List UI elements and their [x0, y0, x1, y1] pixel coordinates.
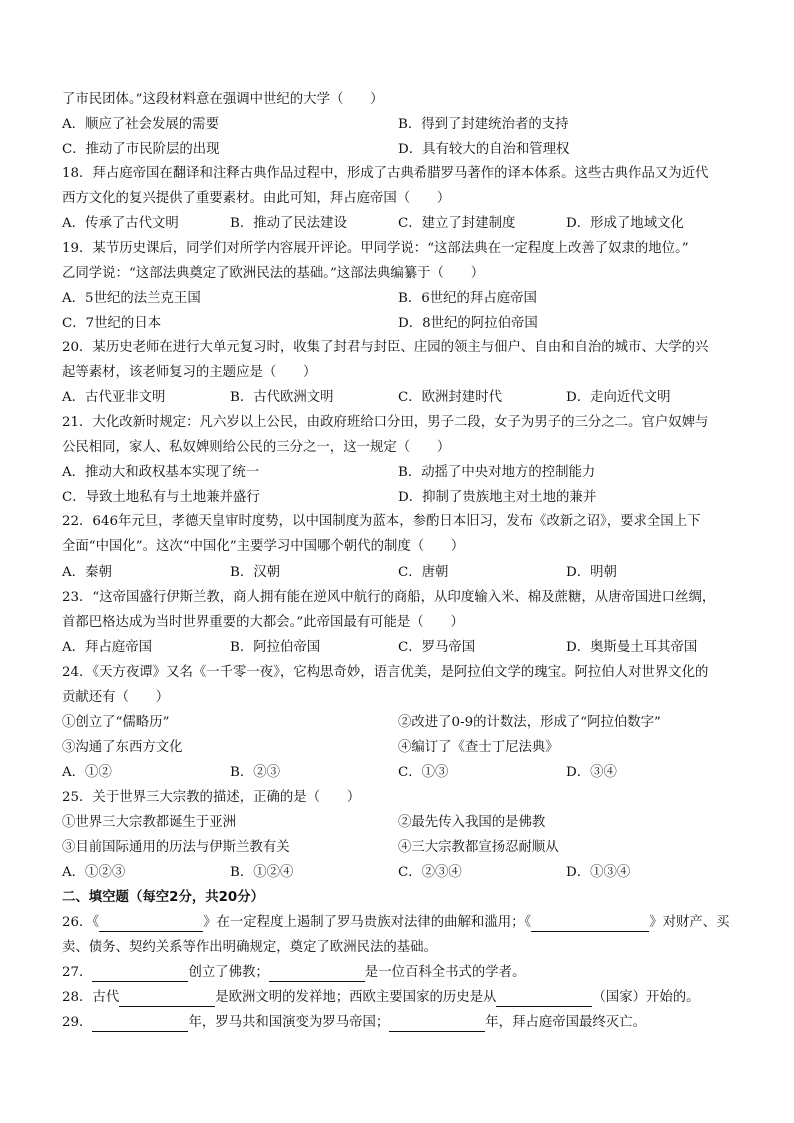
- question-26-line-2: 卖、债务、契约关系等作出明确规定，奠定了欧洲民法的基础。: [62, 940, 437, 955]
- question-21-stem-2: 公民相同，家人、私奴婢则给公民的三分之一，这一规定（ ）: [62, 440, 451, 455]
- q20-option-c: C．欧洲封建时代: [398, 390, 502, 405]
- q21-option-d: D．抑制了贵族地主对土地的兼并: [398, 490, 597, 505]
- q20-option-b: B．古代欧洲文明: [230, 390, 334, 405]
- q29-text-3: 年，拜占庭帝国最终灭亡。: [485, 1015, 646, 1030]
- q27-text-3: 是一位百科全书式的学者。: [364, 965, 526, 980]
- q26-text-2: 》在一定程度上遏制了罗马贵族对法律的曲解和滥用；《: [203, 915, 532, 930]
- q20-option-a: A．古代亚非文明: [62, 390, 166, 405]
- q29-text-2: 年，罗马共和国演变为罗马帝国；: [188, 1015, 390, 1030]
- question-23-stem-1: 23．“这帝国盛行伊斯兰教，商人拥有能在逆风中航行的商船，从印度输入米、棉及蔗糖，从唐帝国进口丝绸，: [62, 590, 716, 605]
- question-17-stem-tail: 了市民团体。”这段材料意在强调中世纪的大学（ ）: [62, 92, 384, 107]
- q27-blank-1[interactable]: [92, 966, 188, 982]
- question-26-line-1: [62, 914, 730, 932]
- q24-option-a: A．①②: [62, 765, 112, 780]
- q29-blank-1[interactable]: [92, 1016, 188, 1032]
- q28-text-3: （国家）开始的。: [592, 990, 700, 1005]
- q27-text-2: 创立了佛教；: [188, 965, 269, 980]
- question-28-line: [62, 989, 700, 1007]
- q25-statement-2: ②最先传入我国的是佛教: [398, 815, 546, 830]
- q27-text-1: 27．: [62, 965, 93, 980]
- q17-option-c: C．推动了市民阶层的出现: [62, 142, 220, 157]
- q21-option-a: A．推动大和政权基本实现了统一: [62, 465, 260, 480]
- q23-option-d: D．奥斯曼土耳其帝国: [566, 640, 698, 655]
- q25-option-d: D．①③④: [566, 865, 631, 880]
- q29-text-1: 29．: [62, 1015, 93, 1030]
- q26-text-1: 26．《: [62, 915, 100, 930]
- q22-option-d: D．明朝: [566, 565, 617, 580]
- q26-blank-1[interactable]: [99, 916, 203, 932]
- q24-option-c: C．①③: [398, 765, 449, 780]
- question-24-stem-1: 24．《天方夜谭》又名《一千零一夜》，它构思奇妙，语言优美，是阿拉伯文学的瑰宝。阿拉伯人对世界文化的: [62, 665, 709, 680]
- question-20-stem-2: 起等素材，该老师复习的主题应是（ ）: [62, 365, 317, 380]
- q25-option-b: B．①②④: [230, 865, 294, 880]
- q18-option-d: D．形成了地域文化: [566, 216, 684, 231]
- q17-option-d: D．具有较大的自治和管理权: [398, 142, 570, 157]
- question-18-stem-1: 18．拜占庭帝国在翻译和注释古典作品过程中，形成了古典希腊罗马著作的译本体系。这些古典作品又为近代: [62, 166, 709, 181]
- q23-option-b: B．阿拉伯帝国: [230, 640, 321, 655]
- q28-text-2: 是欧洲文明的发祥地；西欧主要国家的历史是从: [215, 990, 497, 1005]
- question-19-stem-2: 乙同学说：“这部法典奠定了欧洲民法的基础。”这部法典编纂于（ ）: [62, 266, 485, 281]
- q19-option-d: D．8世纪的阿拉伯帝国: [398, 316, 538, 331]
- q24-option-d: D．③④: [566, 765, 617, 780]
- q24-statement-2: ②改进了0-9的计数法，形成了“阿拉伯数字”: [398, 715, 661, 730]
- q26-blank-2[interactable]: [531, 916, 649, 932]
- q28-blank-1[interactable]: [119, 991, 215, 1007]
- q28-blank-2[interactable]: [496, 991, 592, 1007]
- q20-option-d: D．走向近代文明: [566, 390, 671, 405]
- q27-blank-2[interactable]: [269, 966, 365, 982]
- q19-option-c: C．7世纪的日本: [62, 316, 162, 331]
- question-18-stem-2: 西方文化的复兴提供了重要素材。由此可知，拜占庭帝国（ ）: [62, 191, 451, 206]
- q25-option-c: C．②③④: [398, 865, 462, 880]
- q24-statement-1: ①创立了“儒略历”: [62, 715, 170, 730]
- q25-statement-1: ①世界三大宗教都诞生于亚洲: [62, 815, 237, 830]
- q28-text-1: 28．古代: [62, 990, 120, 1005]
- q25-statement-3: ③目前国际通用的历法与伊斯兰教有关: [62, 840, 290, 855]
- q26-text-3: 》对财产、买: [649, 915, 730, 930]
- question-23-stem-2: 首都巴格达成为当时世界重要的大都会。”此帝国最有可能是（ ）: [62, 615, 464, 630]
- question-19-stem-1: 19．某节历史课后，同学们对所学内容展开评论。甲同学说：“这部法典在一定程度上改善了奴隶的地位。”: [62, 241, 689, 256]
- q17-option-a: A．顺应了社会发展的需要: [62, 117, 219, 132]
- question-20-stem-1: 20．某历史老师在进行大单元复习时，收集了封君与封臣、庄园的领主与佃户、自由和自治的城市、大学的兴: [62, 340, 709, 355]
- q24-statement-4: ④编订了《查士丁尼法典》: [398, 740, 559, 755]
- q25-statement-4: ④三大宗教都宣扬忍耐顺从: [398, 840, 559, 855]
- q18-option-c: C．建立了封建制度: [398, 216, 516, 231]
- q18-option-b: B．推动了民法建设: [230, 216, 347, 231]
- question-24-stem-2: 贡献还有（ ）: [62, 690, 170, 705]
- question-29-line: [62, 1014, 646, 1032]
- q21-option-b: B．动摇了中央对地方的控制能力: [398, 465, 596, 480]
- q22-option-a: A．秦朝: [62, 565, 112, 580]
- q29-blank-2[interactable]: [389, 1016, 485, 1032]
- section-2-heading: 二、填空题（每空2分，共20分）: [62, 890, 265, 905]
- q23-option-c: C．罗马帝国: [398, 640, 476, 655]
- question-21-stem-1: 21．大化改新时规定：凡六岁以上公民，由政府班给口分田，男子二段，女子为男子的三分之二。官户奴婢与: [62, 415, 709, 430]
- question-22-stem-1: 22．646年元旦，孝德天皇审时度势，以中国制度为蓝本，参酌日本旧习，发布《改新之诏》，要求全国上下: [62, 514, 701, 529]
- question-27-line: [62, 964, 525, 982]
- q22-option-c: C．唐朝: [398, 565, 449, 580]
- q25-option-a: A．①②③: [62, 865, 126, 880]
- question-22-stem-2: 全面“中国化”。这次“中国化”主要学习中国哪个朝代的制度（ ）: [62, 539, 465, 554]
- q24-option-b: B．②③: [230, 765, 281, 780]
- question-25-stem: 25．关于世界三大宗教的描述，正确的是（ ）: [62, 790, 361, 805]
- q19-option-a: A．5世纪的法兰克王国: [62, 291, 201, 306]
- q18-option-a: A．传承了古代文明: [62, 216, 179, 231]
- q21-option-c: C．导致土地私有与土地兼并盛行: [62, 490, 260, 505]
- q17-option-b: B．得到了封建统治者的支持: [398, 117, 569, 132]
- q23-option-a: A．拜占庭帝国: [62, 640, 153, 655]
- q22-option-b: B．汉朝: [230, 565, 281, 580]
- q19-option-b: B．6世纪的拜占庭帝国: [398, 291, 537, 306]
- q24-statement-3: ③沟通了东西方文化: [62, 740, 183, 755]
